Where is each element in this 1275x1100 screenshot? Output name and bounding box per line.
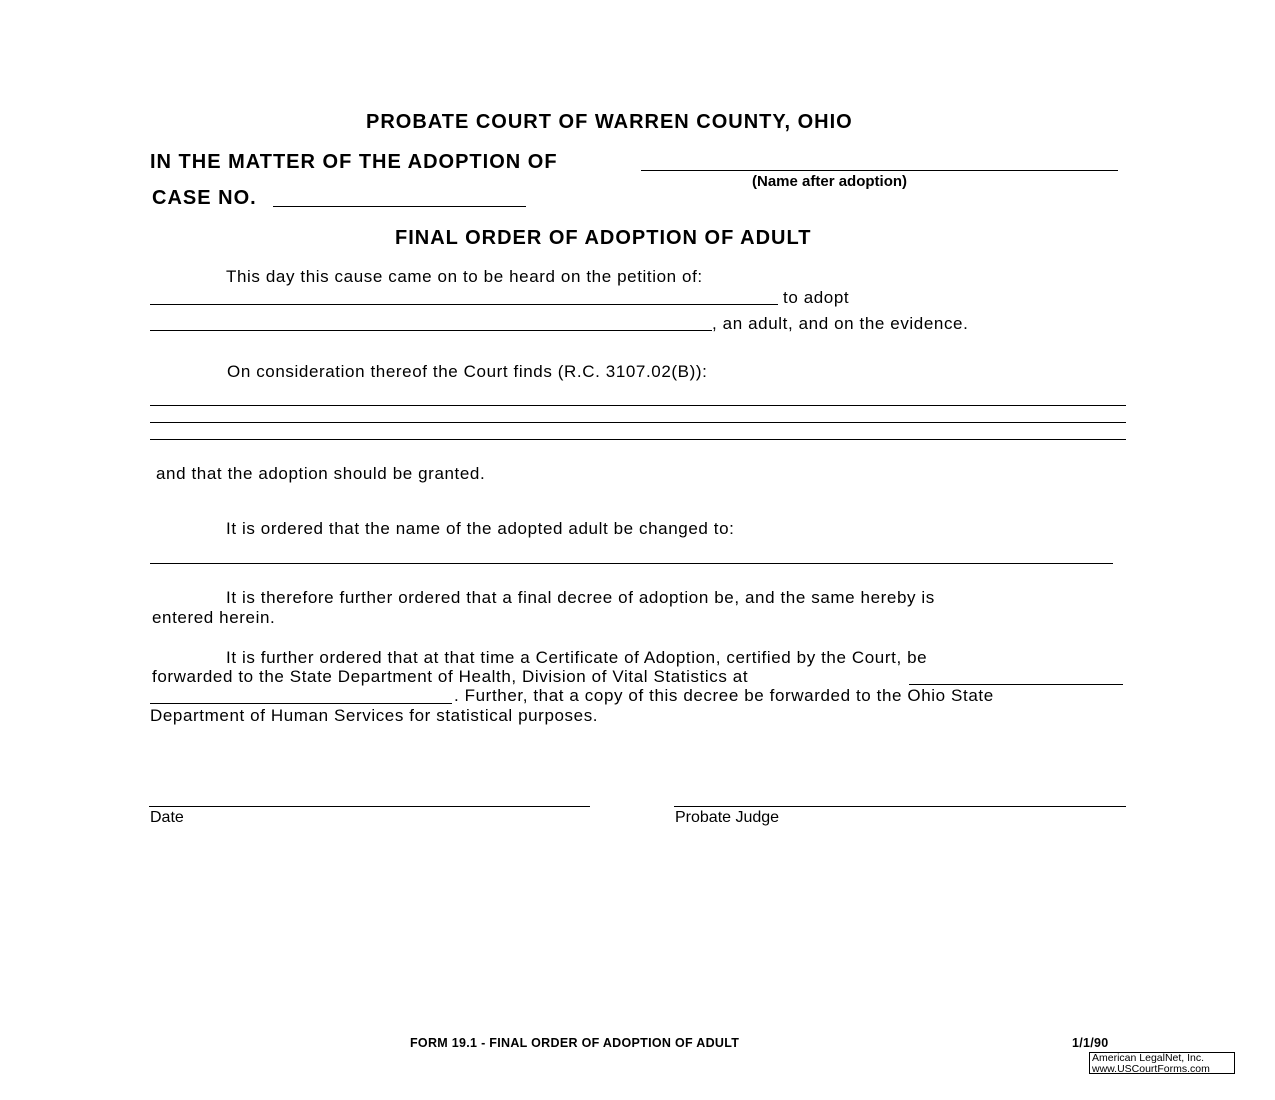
name-after-adoption-caption: (Name after adoption) [752,173,908,190]
date-label: Date [150,809,184,826]
granted-text: and that the adoption should be granted. [156,464,486,483]
publisher-stamp [1089,1052,1235,1074]
decree-line-1: It is therefore further ordered that a final decree of adoption be, and the same hereby is [226,588,935,607]
petitioner-line[interactable] [150,304,778,305]
judge-signature-line[interactable] [674,806,1126,807]
court-title: PROBATE COURT OF WARREN COUNTY, OHIO [366,111,853,133]
form-revision-date: 1/1/90 [1072,1036,1109,1050]
adoptee-name-line[interactable] [641,170,1118,171]
findings-line-1[interactable] [150,405,1126,406]
form-title: FINAL ORDER OF ADOPTION OF ADULT [395,227,812,249]
consideration-text: On consideration thereof the Court finds (R.C. 3107.02(B)): [227,362,708,381]
adoptee-line[interactable] [150,330,712,331]
vital-statistics-location-line-a[interactable] [909,684,1123,685]
case-no-line[interactable] [273,206,526,207]
name-change-text: It is ordered that the name of the adopted adult be changed to: [226,519,735,538]
certificate-line-1: It is further ordered that at that time a Certificate of Adoption, certified by the Court, be [226,648,928,667]
certificate-line-4: Department of Human Services for statistical purposes. [150,706,599,725]
judge-label: Probate Judge [675,809,780,826]
case-no-label: CASE NO. [152,187,257,209]
adult-evidence-text: , an adult, and on the evidence. [712,314,969,333]
decree-line-2: entered herein. [152,608,276,627]
publisher-url: www.USCourtForms.com [1092,1063,1210,1075]
findings-line-3[interactable] [150,439,1126,440]
certificate-line-2: forwarded to the State Department of Health, Division of Vital Statistics at [152,667,749,686]
petition-intro: This day this cause came on to be heard on the petition of: [226,267,703,286]
publisher-name: American LegalNet, Inc. [1092,1052,1205,1064]
certificate-line-3: . Further, that a copy of this decree be forwarded to the Ohio State [454,686,994,705]
matter-label: IN THE MATTER OF THE ADOPTION OF [150,151,558,173]
date-signature-line[interactable] [149,806,590,807]
new-name-line[interactable] [150,563,1113,564]
to-adopt-text: to adopt [783,288,850,307]
findings-line-2[interactable] [150,422,1126,423]
form-footer-label: FORM 19.1 - FINAL ORDER OF ADOPTION OF ADULT [410,1036,740,1050]
vital-statistics-location-line-b[interactable] [150,703,452,704]
